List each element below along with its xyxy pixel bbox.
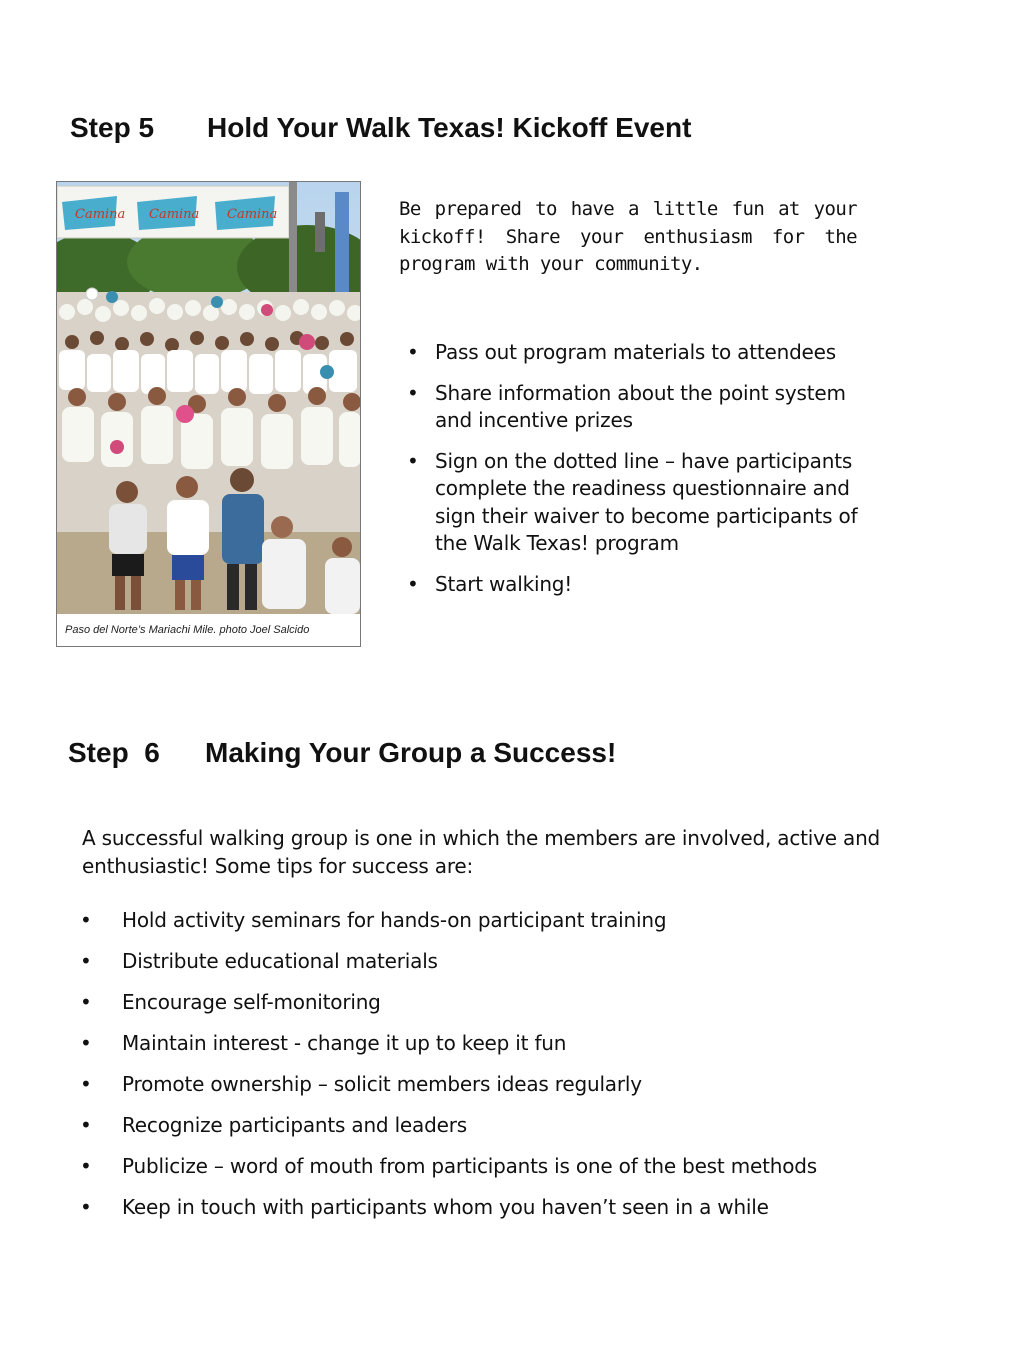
bullet-icon: • xyxy=(80,1154,92,1178)
list-item xyxy=(80,989,960,1030)
bullet-icon: • xyxy=(80,1195,92,1219)
list-item-text: Pass out program materials to attendees xyxy=(435,340,836,364)
kickoff-photo xyxy=(56,181,361,647)
list-item xyxy=(407,571,877,599)
svg-text:Camina: Camina xyxy=(149,207,200,222)
step5-number: Step 5 xyxy=(70,112,155,143)
list-item-text: Sign on the dotted line – have participants complete the readiness questionnaire and sign their waiver to become participants of the Walk Texas! program xyxy=(435,448,858,555)
bullet-icon: • xyxy=(407,571,419,596)
list-item xyxy=(407,448,877,558)
list-item-text: Share information about the point system and incentive prizes xyxy=(435,380,846,432)
bullet-icon: • xyxy=(80,1113,92,1137)
list-item xyxy=(80,1194,960,1235)
list-item-text: Hold activity seminars for hands-on participant training xyxy=(122,908,667,932)
list-item xyxy=(407,380,877,435)
list-item xyxy=(80,1030,960,1071)
bullet-icon: • xyxy=(407,340,419,364)
list-item xyxy=(80,1153,960,1194)
svg-text:Camina: Camina xyxy=(227,207,278,222)
bullet-icon: • xyxy=(80,1031,92,1055)
bullet-icon: • xyxy=(80,990,92,1014)
bullet-icon: • xyxy=(407,380,419,405)
step6-title: Making Your Group a Success! xyxy=(205,737,617,768)
bullet-icon: • xyxy=(80,1072,92,1096)
list-item-text: Recognize participants and leaders xyxy=(122,1113,467,1137)
list-item xyxy=(80,1071,960,1112)
step6-heading xyxy=(68,737,616,769)
step5-intro: Be prepared to have a little fun at your kickoff! Share your enthusiasm for the program with your community. xyxy=(399,198,857,275)
list-item-text: Publicize – word of mouth from participants is one of the best methods xyxy=(122,1154,817,1178)
step6-list xyxy=(80,907,960,1235)
bullet-icon: • xyxy=(407,448,419,473)
list-item xyxy=(80,948,960,989)
step6-intro: A successful walking group is one in which the members are involved, active and enthusiastic! Some tips for success are: xyxy=(82,826,881,878)
list-item-text: Maintain interest - change it up to keep it fun xyxy=(122,1031,567,1055)
photo-caption: Paso del Norte’s Mariachi Mile. photo Joel Salcido xyxy=(65,624,310,636)
list-item-text: Encourage self-monitoring xyxy=(122,990,381,1014)
step6-number: Step 6 xyxy=(68,737,160,768)
list-item xyxy=(80,1112,960,1153)
svg-text:Camina: Camina xyxy=(75,207,126,222)
list-item-text: Start walking! xyxy=(435,571,573,596)
list-item-text: Keep in touch with participants whom you haven’t seen in a while xyxy=(122,1195,769,1219)
crowd-photo-illustration xyxy=(57,182,360,614)
step5-list xyxy=(407,339,877,611)
list-item-text: Distribute educational materials xyxy=(122,949,438,973)
list-item xyxy=(407,339,877,367)
list-item xyxy=(80,907,960,948)
bullet-icon: • xyxy=(80,908,92,932)
bullet-icon: • xyxy=(80,949,92,973)
list-item-text: Promote ownership – solicit members ideas regularly xyxy=(122,1072,642,1096)
step5-title: Hold Your Walk Texas! Kickoff Event xyxy=(207,112,692,143)
step5-heading xyxy=(70,112,691,144)
